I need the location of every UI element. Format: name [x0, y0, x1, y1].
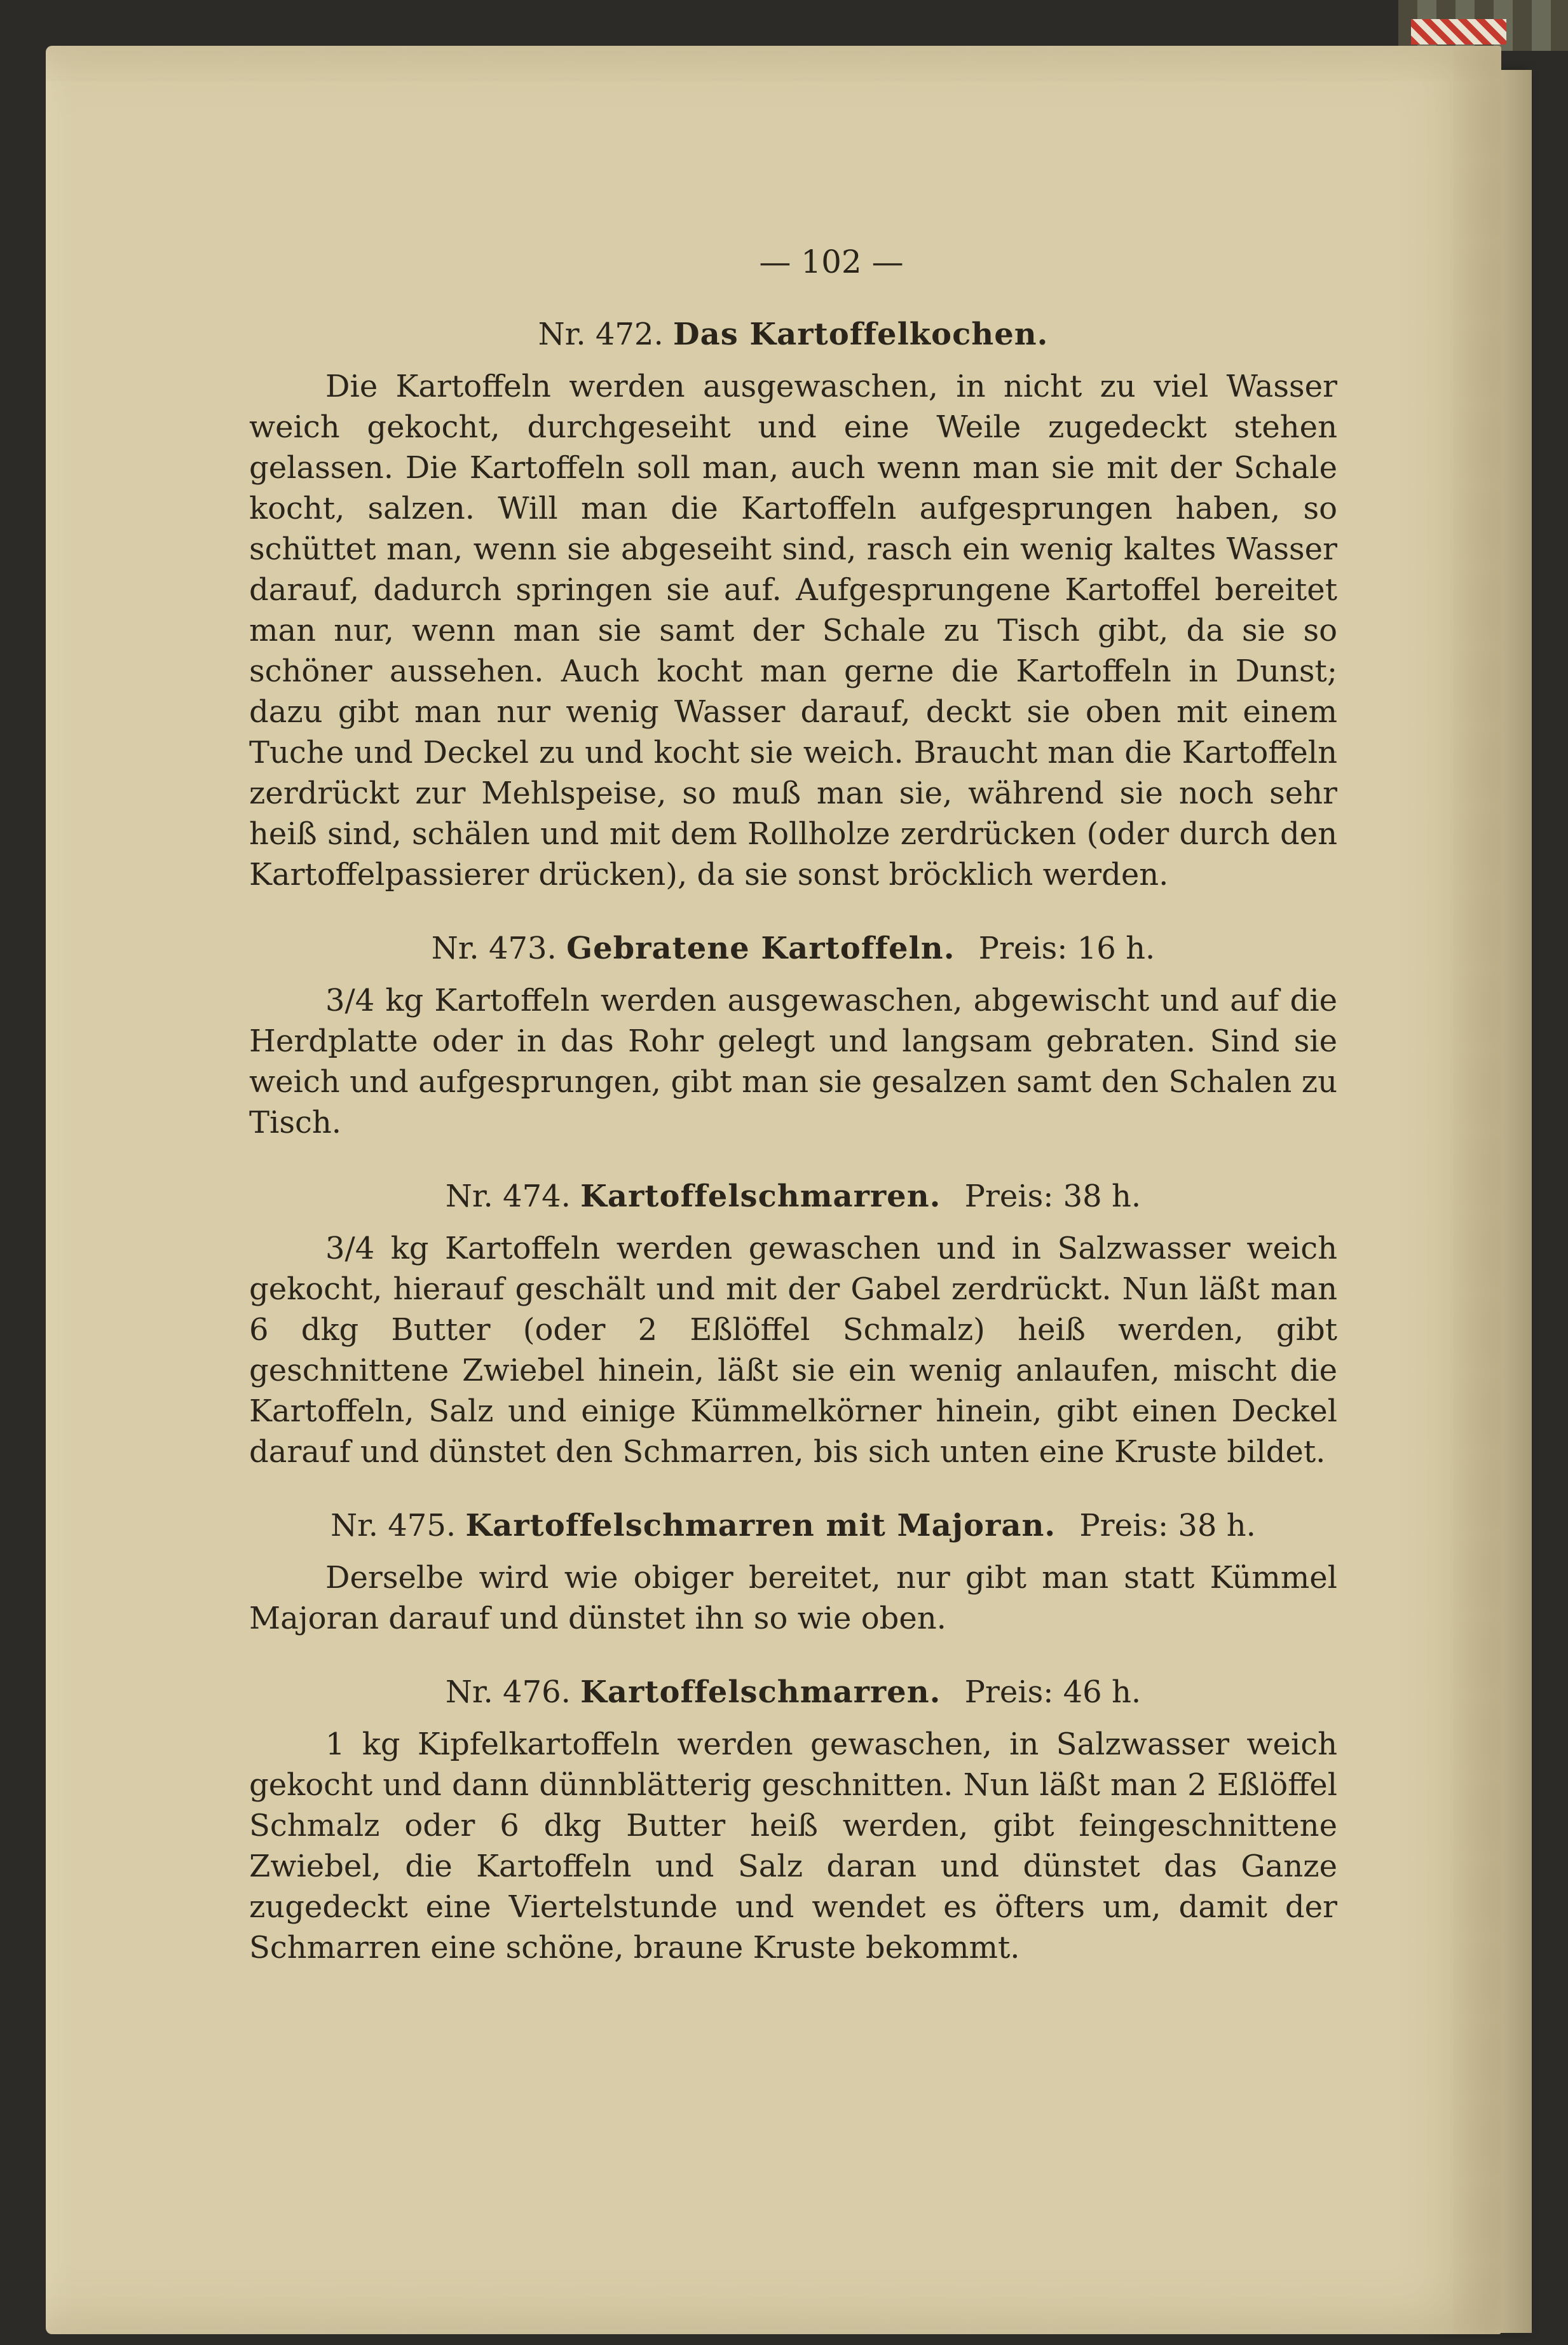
- recipe-text: Derselbe wird wie obiger bereitet, nur gibt man statt Kümmel Majoran darauf und dünstet ihn so wie oben.: [249, 1560, 1337, 1636]
- recipe-title: Das Kartoffelkochen.: [672, 317, 1049, 352]
- recipe-heading: [249, 928, 1337, 969]
- recipe-title: Kartoffelschmarren mit Majoran.: [465, 1508, 1056, 1543]
- recipe-text: 3/4 kg Kartoffeln werden ausgewaschen, abgewischt und auf die Herdplatte oder in das Rohr gelegt und langsam gebraten. Sind sie weich und aufgesprungen, gibt man sie gesalzen samt den Schalen zu Tisch.: [249, 983, 1337, 1140]
- recipe-text: Die Kartoffeln werden ausgewaschen, in nicht zu viel Wasser weich gekocht, durchgeseiht und eine Weile zugedeckt stehen gelassen. Die Kartoffeln soll man, auch wenn man sie mit der Schale kocht, salzen. Will man die Kartoffeln aufgesprungen haben, so schüttet man, wenn sie abgeseiht sind, rasch ein wenig kaltes Wasser darauf, dadurch springen sie auf. Aufgesprungene Kartoffel bereitet man nur, wenn man sie samt der Schale zu Tisch gibt, da sie so schöner aussehen. Auch kocht man gerne die Kartoffeln in Dunst; dazu gibt man nur wenig Wasser darauf, deckt sie oben mit einem Tuche und Deckel zu und kocht sie weich. Braucht man die Kartoffeln zerdrückt zur Mehlspeise, so muß man sie, während sie noch sehr heiß sind, schälen und mit dem Rollholze zerdrücken (oder durch den Kartoffelpassierer drücken), da sie sonst bröcklich werden.: [249, 369, 1337, 892]
- recipe-price: Preis: 46 h.: [964, 1674, 1142, 1710]
- recipe-price: Preis: 38 h.: [1079, 1508, 1256, 1543]
- recipe-text: 3/4 kg Kartoffeln werden gewaschen und in Salzwasser weich gekocht, hierauf geschält und mit der Gabel zerdrückt. Nun läßt man 6 dkg Butter (oder 2 Eßlöffel Schmalz) heiß werden, gibt geschnittene Zwiebel hinein, läßt sie ein wenig anlaufen, mischt die Kartoffeln, Salz und einige Kümmelkörner hinein, gibt einen Deckel darauf und dünstet den Schmarren, bis sich unten eine Kruste bildet.: [249, 1231, 1337, 1470]
- recipe-title: Kartoffelschmarren.: [580, 1674, 941, 1710]
- recipe-title: Kartoffelschmarren.: [580, 1179, 941, 1214]
- page-number: — 102 —: [759, 243, 904, 280]
- recipe-number: Nr. 473.: [431, 931, 557, 966]
- recipe-number: Nr. 475.: [331, 1508, 456, 1543]
- recipe-number: Nr. 472.: [538, 317, 664, 352]
- recipe-heading: [249, 314, 1337, 355]
- recipe-heading: [249, 1672, 1337, 1713]
- recipe-heading: [249, 1176, 1337, 1217]
- recipe-number: Nr. 474.: [445, 1179, 571, 1214]
- recipe-heading: [249, 1505, 1337, 1546]
- recipe-title: Gebratene Kartoffeln.: [566, 931, 955, 966]
- bookmark-tab: [1411, 19, 1506, 44]
- page-content: [249, 242, 1337, 2001]
- recipe-number: Nr. 476.: [445, 1674, 571, 1710]
- recipe-price: Preis: 38 h.: [964, 1179, 1142, 1214]
- recipe-text: 1 kg Kipfelkartoffeln werden gewaschen, in Salzwasser weich gekocht und dann dünnblätterig geschnitten. Nun läßt man 2 Eßlöffel Schmalz oder 6 dkg Butter heiß werden, gibt feingeschnittene Zwiebel, die Kartoffeln und Salz daran und dünstet das Ganze zugedeckt eine Viertelstunde und wendet es öfters um, damit der Schmarren eine schöne, braune Kruste bekommt.: [249, 1726, 1337, 1966]
- recipe-price: Preis: 16 h.: [978, 931, 1156, 966]
